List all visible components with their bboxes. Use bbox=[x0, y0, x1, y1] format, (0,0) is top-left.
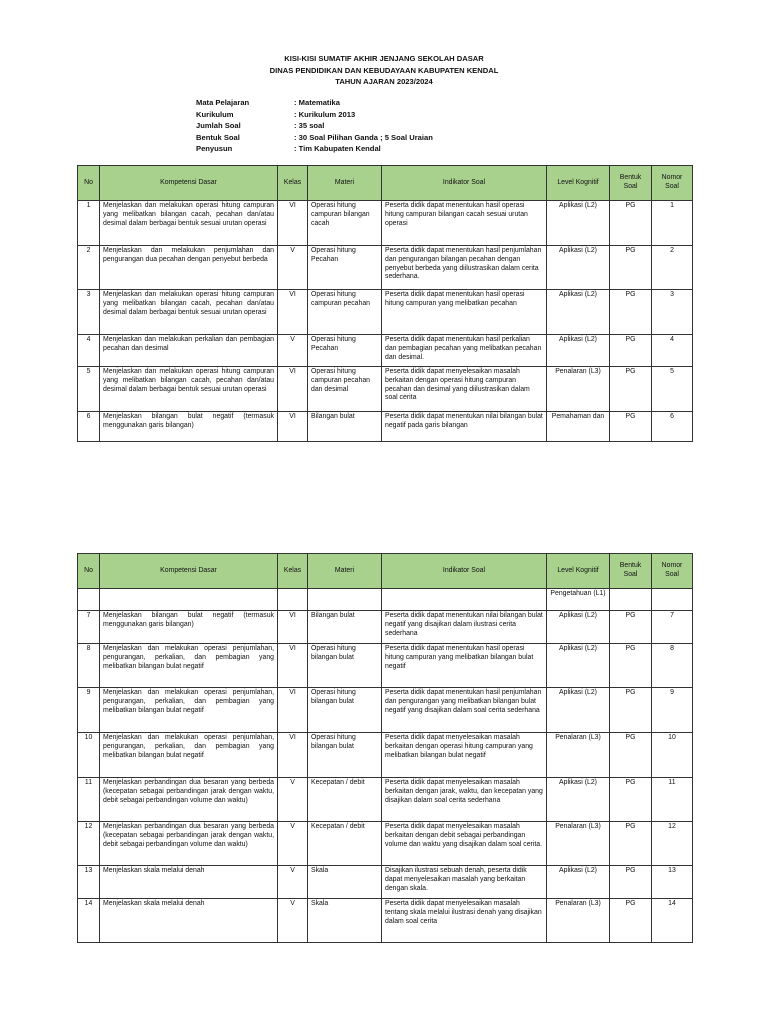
cell-indikator-soal: Peserta didik dapat menentukan hasil operasi hitung campuran bilangan cacah sesuai urutan operasi bbox=[382, 201, 547, 246]
cell-kelas: VI bbox=[278, 290, 308, 335]
cell-materi: Operasi hitung bilangan bulat bbox=[308, 688, 382, 733]
cell-no bbox=[78, 589, 100, 611]
cell-indikator-soal: Disajikan ilustrasi sebuah denah, peserta didik dapat menyelesaikan masalah yang berkaitan dengan skala. bbox=[382, 866, 547, 899]
table-row bbox=[78, 201, 693, 246]
meta-row bbox=[196, 132, 433, 144]
cell-indikator-soal: Peserta didik dapat menyelesaikan masalah berkaitan dengan operasi hitung campuran pecahan dan desimal yang diilustrasikan dalam soal cerita bbox=[382, 367, 547, 412]
cell-materi: Operasi hitung Pecahan bbox=[308, 335, 382, 367]
kisi-kisi-table-1 bbox=[77, 165, 693, 442]
cell-bentuk-soal: PG bbox=[610, 866, 652, 899]
cell-indikator-soal bbox=[382, 589, 547, 611]
column-header-kelas: Kelas bbox=[278, 166, 308, 201]
column-header-materi: Materi bbox=[308, 554, 382, 589]
table-row bbox=[78, 290, 693, 335]
cell-no: 10 bbox=[78, 733, 100, 778]
cell-kompetensi-dasar: Menjelaskan dan melakukan operasi hitung campuran yang melibatkan bilangan cacah, pecahan dan/atau desimal dalam berbagai bentuk sesuai urutan operasi bbox=[100, 290, 278, 335]
cell-no: 3 bbox=[78, 290, 100, 335]
meta-label: Penyusun bbox=[196, 144, 233, 153]
cell-kelas: VI bbox=[278, 201, 308, 246]
cell-indikator-soal: Peserta didik dapat menyelesaikan masalah berkaitan dengan jarak, waktu, dan kecepatan yang disajikan dalam soal cerita sederhana bbox=[382, 778, 547, 822]
cell-kelas: VI bbox=[278, 688, 308, 733]
meta-row bbox=[196, 143, 433, 155]
cell-nomor-soal bbox=[652, 589, 693, 611]
cell-kelas: V bbox=[278, 778, 308, 822]
cell-materi: Operasi hitung campuran pecahan dan desimal bbox=[308, 367, 382, 412]
cell-materi: Operasi hitung bilangan bulat bbox=[308, 733, 382, 778]
cell-kompetensi-dasar: Menjelaskan perbandingan dua besaran yang berbeda (kecepatan sebagai perbandingan jarak dengan waktu, debit sebagai perbandingan volume dan waktu) bbox=[100, 822, 278, 866]
cell-bentuk-soal: PG bbox=[610, 335, 652, 367]
cell-bentuk-soal: PG bbox=[610, 290, 652, 335]
cell-bentuk-soal: PG bbox=[610, 644, 652, 688]
cell-level-kognitif: Aplikasi (L2) bbox=[547, 688, 610, 733]
cell-bentuk-soal bbox=[610, 589, 652, 611]
cell-indikator-soal: Peserta didik dapat menentukan nilai bilangan bulat negatif yang disajikan dalam ilustrasi cerita sederhana bbox=[382, 611, 547, 644]
cell-nomor-soal: 7 bbox=[652, 611, 693, 644]
cell-indikator-soal: Peserta didik dapat menyelesaikan masalah berkaitan dengan debit sebagai perbandingan volume dan waktu yang disajikan dalam soal cerita. bbox=[382, 822, 547, 866]
meta-label: Bentuk Soal bbox=[196, 132, 240, 142]
cell-kelas: VI bbox=[278, 412, 308, 442]
cell-level-kognitif: Aplikasi (L2) bbox=[547, 611, 610, 644]
cell-nomor-soal: 13 bbox=[652, 866, 693, 899]
cell-indikator-soal: Peserta didik dapat menyelesaikan masalah berkaitan dengan operasi hitung campuran yang melibatkan bilangan bulat negatif bbox=[382, 733, 547, 778]
table-header-row bbox=[78, 554, 693, 589]
cell-indikator-soal: Peserta didik dapat menentukan hasil penjumlahan dan pengurangan bilangan pecahan dengan penyebut berbeda yang diilustrasikan dalam cerita sederhana. bbox=[382, 246, 547, 290]
cell-bentuk-soal: PG bbox=[610, 733, 652, 778]
cell-level-kognitif: Aplikasi (L2) bbox=[547, 201, 610, 246]
column-header-level-kognitif: Level Kognitif bbox=[547, 166, 610, 201]
cell-bentuk-soal: PG bbox=[610, 246, 652, 290]
column-header-nomor-soal: Nomor Soal bbox=[652, 166, 693, 201]
cell-level-kognitif: Penalaran (L3) bbox=[547, 367, 610, 412]
cell-no: 7 bbox=[78, 611, 100, 644]
cell-bentuk-soal: PG bbox=[610, 822, 652, 866]
table-row bbox=[78, 611, 693, 644]
title-line-2: DINAS PENDIDIKAN DAN KEBUDAYAAN KABUPATEN KENDAL bbox=[269, 65, 499, 75]
table-row bbox=[78, 866, 693, 899]
cell-no: 2 bbox=[78, 246, 100, 290]
table-row bbox=[78, 688, 693, 733]
cell-level-kognitif: Aplikasi (L2) bbox=[547, 290, 610, 335]
cell-materi: Bilangan bulat bbox=[308, 611, 382, 644]
cell-nomor-soal: 8 bbox=[652, 644, 693, 688]
column-header-level-kognitif: Level Kognitif bbox=[547, 554, 610, 589]
cell-indikator-soal: Peserta didik dapat menentukan hasil operasi hitung campuran yang melibatkan pecahan bbox=[382, 290, 547, 335]
cell-kompetensi-dasar: Menjelaskan dan melakukan perkalian dan pembagian pecahan dan desimal bbox=[100, 335, 278, 367]
cell-level-kognitif: Penalaran (L3) bbox=[547, 822, 610, 866]
cell-level-kognitif: Aplikasi (L2) bbox=[547, 644, 610, 688]
cell-kelas: VI bbox=[278, 611, 308, 644]
meta-value: : 35 soal bbox=[294, 121, 325, 130]
cell-no: 11 bbox=[78, 778, 100, 822]
column-header-kompetensi-dasar: Kompetensi Dasar bbox=[100, 166, 278, 201]
cell-nomor-soal: 5 bbox=[652, 367, 693, 412]
table-row bbox=[78, 822, 693, 866]
cell-level-kognitif: Penalaran (L3) bbox=[547, 899, 610, 943]
cell-nomor-soal: 4 bbox=[652, 335, 693, 367]
column-header-indikator-soal: Indikator Soal bbox=[382, 554, 547, 589]
cell-no: 6 bbox=[78, 412, 100, 442]
cell-level-kognitif: Pengetahuan (L1) bbox=[547, 589, 610, 611]
meta-label: Mata Pelajaran bbox=[196, 98, 250, 107]
cell-kompetensi-dasar: Menjelaskan dan melakukan operasi penjumlahan, pengurangan, perkalian, dan pembagian yang melibatkan bilangan bulat negatif bbox=[100, 688, 278, 733]
cell-kompetensi-dasar: Menjelaskan dan melakukan operasi penjumlahan, pengurangan, perkalian, dan pembagian yang melibatkan bilangan bulat negatif bbox=[100, 733, 278, 778]
column-header-kompetensi-dasar: Kompetensi Dasar bbox=[100, 554, 278, 589]
cell-indikator-soal: Peserta didik dapat menyelesaikan masalah tentang skala melalui ilustrasi denah yang disajikan dalam soal cerita bbox=[382, 899, 547, 943]
column-header-kelas: Kelas bbox=[278, 554, 308, 589]
cell-nomor-soal: 3 bbox=[652, 290, 693, 335]
cell-kelas bbox=[278, 589, 308, 611]
meta-label: Kurikulum bbox=[196, 109, 234, 119]
cell-no: 1 bbox=[78, 201, 100, 246]
cell-nomor-soal: 6 bbox=[652, 412, 693, 442]
cell-no: 4 bbox=[78, 335, 100, 367]
cell-kompetensi-dasar: Menjelaskan dan melakukan operasi hitung campuran yang melibatkan bilangan cacah, pecahan dan/atau desimal dalam berbagai bentuk sesuai urutan operasi bbox=[100, 201, 278, 246]
meta-row bbox=[196, 120, 433, 132]
table-row bbox=[78, 899, 693, 943]
cell-kompetensi-dasar: Menjelaskan bilangan bulat negatif (termasuk menggunakan garis bilangan) bbox=[100, 611, 278, 644]
table-row bbox=[78, 778, 693, 822]
cell-bentuk-soal: PG bbox=[610, 899, 652, 943]
cell-no: 8 bbox=[78, 644, 100, 688]
cell-kelas: VI bbox=[278, 733, 308, 778]
cell-level-kognitif: Pemahaman dan bbox=[547, 412, 610, 442]
cell-kelas: V bbox=[278, 335, 308, 367]
cell-kompetensi-dasar: Menjelaskan perbandingan dua besaran yang berbeda (kecepatan sebagai perbandingan jarak dengan waktu, debit sebagai perbandingan volume dan waktu) bbox=[100, 778, 278, 822]
cell-kompetensi-dasar: Menjelaskan dan melakukan operasi penjumlahan, pengurangan, perkalian, dan pembagian yang melibatkan bilangan bulat negatif bbox=[100, 644, 278, 688]
title-line-3: TAHUN AJARAN 2023/2024 bbox=[335, 77, 433, 86]
cell-bentuk-soal: PG bbox=[610, 611, 652, 644]
cell-nomor-soal: 14 bbox=[652, 899, 693, 943]
table-header-row bbox=[78, 166, 693, 201]
cell-bentuk-soal: PG bbox=[610, 778, 652, 822]
cell-kompetensi-dasar: Menjelaskan bilangan bulat negatif (termasuk menggunakan garis bilangan) bbox=[100, 412, 278, 442]
cell-kompetensi-dasar: Menjelaskan dan melakukan operasi hitung campuran yang melibatkan bilangan cacah, pecahan dan/atau desimal dalam berbagai bentuk sesuai urutan operasi bbox=[100, 367, 278, 412]
document-meta bbox=[196, 97, 433, 155]
column-header-indikator-soal: Indikator Soal bbox=[382, 166, 547, 201]
column-header-no: No bbox=[78, 554, 100, 589]
cell-bentuk-soal: PG bbox=[610, 201, 652, 246]
cell-nomor-soal: 1 bbox=[652, 201, 693, 246]
cell-materi: Kecepatan / debit bbox=[308, 822, 382, 866]
cell-indikator-soal: Peserta didik dapat menentukan hasil operasi hitung campuran yang melibatkan bilangan bulat negatif bbox=[382, 644, 547, 688]
column-header-bentuk-soal: Bentuk Soal bbox=[610, 166, 652, 201]
cell-materi: Bilangan bulat bbox=[308, 412, 382, 442]
cell-no: 13 bbox=[78, 866, 100, 899]
cell-indikator-soal: Peserta didik dapat menentukan hasil penjumlahan dan pengurangan yang melibatkan bilangan bulat negatif yang disajikan dalam soal cerita sederhana bbox=[382, 688, 547, 733]
cell-kelas: VI bbox=[278, 644, 308, 688]
cell-level-kognitif: Aplikasi (L2) bbox=[547, 778, 610, 822]
cell-kelas: V bbox=[278, 866, 308, 899]
cell-materi: Operasi hitung Pecahan bbox=[308, 246, 382, 290]
meta-value: : Matematika bbox=[294, 98, 341, 107]
cell-no: 5 bbox=[78, 367, 100, 412]
meta-label: Jumlah Soal bbox=[196, 121, 241, 130]
cell-materi: Skala bbox=[308, 899, 382, 943]
cell-nomor-soal: 2 bbox=[652, 246, 693, 290]
cell-kelas: V bbox=[278, 246, 308, 290]
cell-nomor-soal: 9 bbox=[652, 688, 693, 733]
cell-no: 12 bbox=[78, 822, 100, 866]
meta-value: : Tim Kabupaten Kendal bbox=[294, 144, 381, 153]
kisi-kisi-table-2 bbox=[77, 553, 693, 943]
cell-bentuk-soal: PG bbox=[610, 688, 652, 733]
cell-nomor-soal: 10 bbox=[652, 733, 693, 778]
cell-kompetensi-dasar bbox=[100, 589, 278, 611]
cell-kompetensi-dasar: Menjelaskan skala melalui denah bbox=[100, 899, 278, 943]
column-header-materi: Materi bbox=[308, 166, 382, 201]
table-row bbox=[78, 367, 693, 412]
column-header-nomor-soal: Nomor Soal bbox=[652, 554, 693, 589]
cell-indikator-soal: Peserta didik dapat menentukan nilai bilangan bulat negatif pada garis bilangan bbox=[382, 412, 547, 442]
cell-materi bbox=[308, 589, 382, 611]
cell-level-kognitif: Aplikasi (L2) bbox=[547, 335, 610, 367]
column-header-no: No bbox=[78, 166, 100, 201]
cell-level-kognitif: Aplikasi (L2) bbox=[547, 246, 610, 290]
table-row bbox=[78, 335, 693, 367]
cell-level-kognitif: Penalaran (L3) bbox=[547, 733, 610, 778]
cell-no: 9 bbox=[78, 688, 100, 733]
cell-materi: Skala bbox=[308, 866, 382, 899]
document-title bbox=[0, 53, 768, 88]
meta-row bbox=[196, 109, 433, 121]
table-row bbox=[78, 246, 693, 290]
cell-kompetensi-dasar: Menjelaskan skala melalui denah bbox=[100, 866, 278, 899]
meta-value: : 30 Soal Pilihan Ganda ; 5 Soal Uraian bbox=[294, 132, 433, 142]
cell-kelas: VI bbox=[278, 367, 308, 412]
cell-kelas: V bbox=[278, 822, 308, 866]
cell-bentuk-soal: PG bbox=[610, 367, 652, 412]
table-row bbox=[78, 412, 693, 442]
meta-row bbox=[196, 97, 433, 109]
cell-kelas: V bbox=[278, 899, 308, 943]
table-row bbox=[78, 589, 693, 611]
cell-level-kognitif: Aplikasi (L2) bbox=[547, 866, 610, 899]
table-row bbox=[78, 733, 693, 778]
cell-indikator-soal: Peserta didik dapat menentukan hasil perkalian dan pembagian pecahan yang melibatkan pecahan dan desimal. bbox=[382, 335, 547, 367]
cell-materi: Operasi hitung campuran bilangan cacah bbox=[308, 201, 382, 246]
cell-nomor-soal: 11 bbox=[652, 778, 693, 822]
cell-bentuk-soal: PG bbox=[610, 412, 652, 442]
table-row bbox=[78, 644, 693, 688]
cell-materi: Operasi hitung campuran pecahan bbox=[308, 290, 382, 335]
cell-kompetensi-dasar: Menjelaskan dan melakukan penjumlahan dan pengurangan dua pecahan dengan penyebut berbeda bbox=[100, 246, 278, 290]
cell-materi: Kecepatan / debit bbox=[308, 778, 382, 822]
cell-materi: Operasi hitung bilangan bulat bbox=[308, 644, 382, 688]
title-line-1: KISI-KISI SUMATIF AKHIR JENJANG SEKOLAH DASAR bbox=[284, 54, 484, 63]
column-header-bentuk-soal: Bentuk Soal bbox=[610, 554, 652, 589]
cell-no: 14 bbox=[78, 899, 100, 943]
cell-nomor-soal: 12 bbox=[652, 822, 693, 866]
meta-value: : Kurikulum 2013 bbox=[294, 109, 356, 119]
